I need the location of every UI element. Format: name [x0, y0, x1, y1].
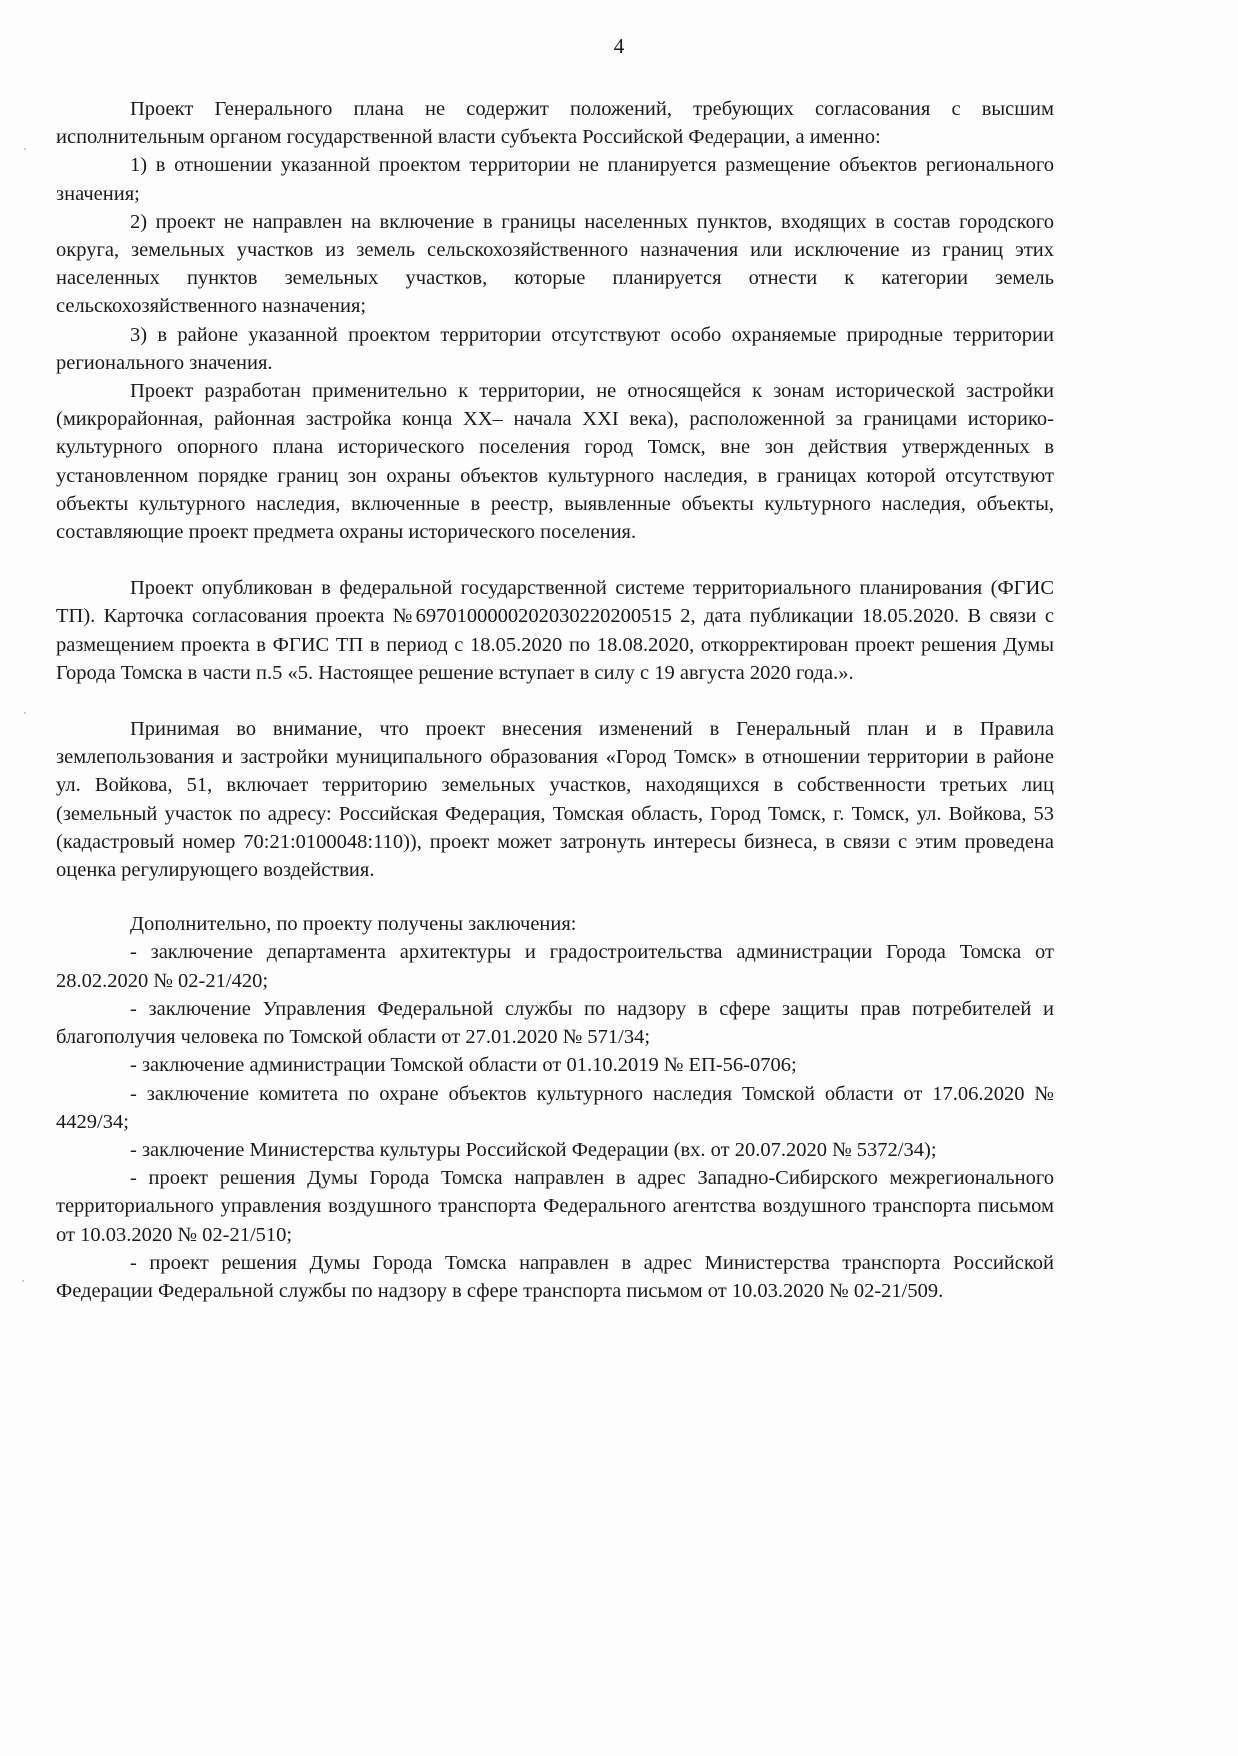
conclusion-item: - заключение комитета по охране объектов культурного наследия Томской области от 17.06.2020 № 4429/34; — [56, 1082, 1054, 1133]
paragraph-business: Принимая во внимание, что проект внесения изменений в Генеральный план и в Правила землепользования и застройки муниципального образования «Город Томск» в отношении территории в районе ул. Войкова, 51, включает территорию земельных участков, находящихся в собственности третьих лиц (земельный участок по адресу: Российская Федерация, Томская область, Город Томск, г. Томск, ул. Войкова, 53 (кадастровый номер 70:21:0100048:110)), проект может затронуть интересы бизнеса, в связи с этим проведена оценка регулирующего воздействия. — [56, 718, 1054, 882]
conclusion-item: - проект решения Думы Города Томска направлен в адрес Западно-Сибирского межрегионального территориального управления воздушного транспорта Федерального агентства воздушного транспорта письмом от 10.03.2020 № 02-21/510; — [56, 1167, 1054, 1246]
scan-speck — [24, 148, 26, 150]
conclusions-intro: Дополнительно, по проекту получены заключения: — [130, 913, 577, 936]
conclusion-item: - заключение администрации Томской области от 01.10.2019 № ЕП-56-0706; — [130, 1054, 797, 1077]
paragraph-publication: Проект опубликован в федеральной государственной системе территориального планирования (ФГИС ТП). Карточка согласования проекта №6970100000202030220200515 2, дата публикации 18.05.2020. В связи с размещением проекта в ФГИС ТП в период с 18.05.2020 по 18.08.2020, откорректирован проект решения Думы Города Томска в части п.5 «5. Настоящее решение вступает в силу с 19 августа 2020 года.». — [56, 577, 1054, 684]
conclusion-item: - заключение департамента архитектуры и градостроительства администрации Города Томска от 28.02.2020 № 02-21/420; — [56, 941, 1054, 992]
list-item-3: 3) в районе указанной проектом территории отсутствуют особо охраняемые природные территории регионального значения. — [56, 323, 1054, 374]
conclusion-item: - заключение Управления Федеральной службы по надзору в сфере защиты прав потребителей и благополучия человека по Томской области от 27.01.2020 № 571/34; — [56, 997, 1054, 1049]
document-body — [56, 95, 1054, 1305]
scan-speck — [24, 712, 26, 714]
list-item-1: 1) в отношении указанной проектом территории не планируется размещение объектов регионального значения; — [56, 154, 1054, 205]
conclusion-item: - заключение Министерства культуры Российской Федерации (вх. от 20.07.2020 № 5372/34); — [130, 1138, 937, 1161]
page-number: 4 — [613, 34, 625, 58]
paragraph-territory: Проект разработан применительно к территории, не относящейся к зонам исторической застройки (микрорайонная, районная застройка конца XX– начала XXI века), расположенной за границами историко-культурного опорного плана исторического поселения город Томск, вне зон действия утвержденных в установленном порядке границ зон охраны объектов культурного наследия, в границах которой отсутствуют объекты культурного наследия, включенные в реестр, выявленные объекты культурного наследия, объекты, составляющие проект предмета охраны исторического поселения. — [56, 380, 1054, 544]
scan-speck — [22, 1280, 24, 1282]
list-item-2: 2) проект не направлен на включение в границы населенных пунктов, входящих в состав городского округа, земельных участков из земель сельскохозяйственного назначения или исключение из границ этих населенных пунктов земельных участков, которые планируется отнести к категории земель сельскохозяйственного назначения; — [56, 210, 1054, 318]
conclusion-item: - проект решения Думы Города Томска направлен в адрес Министерства транспорта Российской Федерации Федеральной службы по надзору в сфере транспорта письмом от 10.03.2020 № 02-21/509. — [56, 1251, 1054, 1302]
paragraph-intro: Проект Генерального плана не содержит положений, требующих согласования с высшим исполнительным органом государственной власти субъекта Российской Федерации, а именно: — [56, 98, 1054, 149]
